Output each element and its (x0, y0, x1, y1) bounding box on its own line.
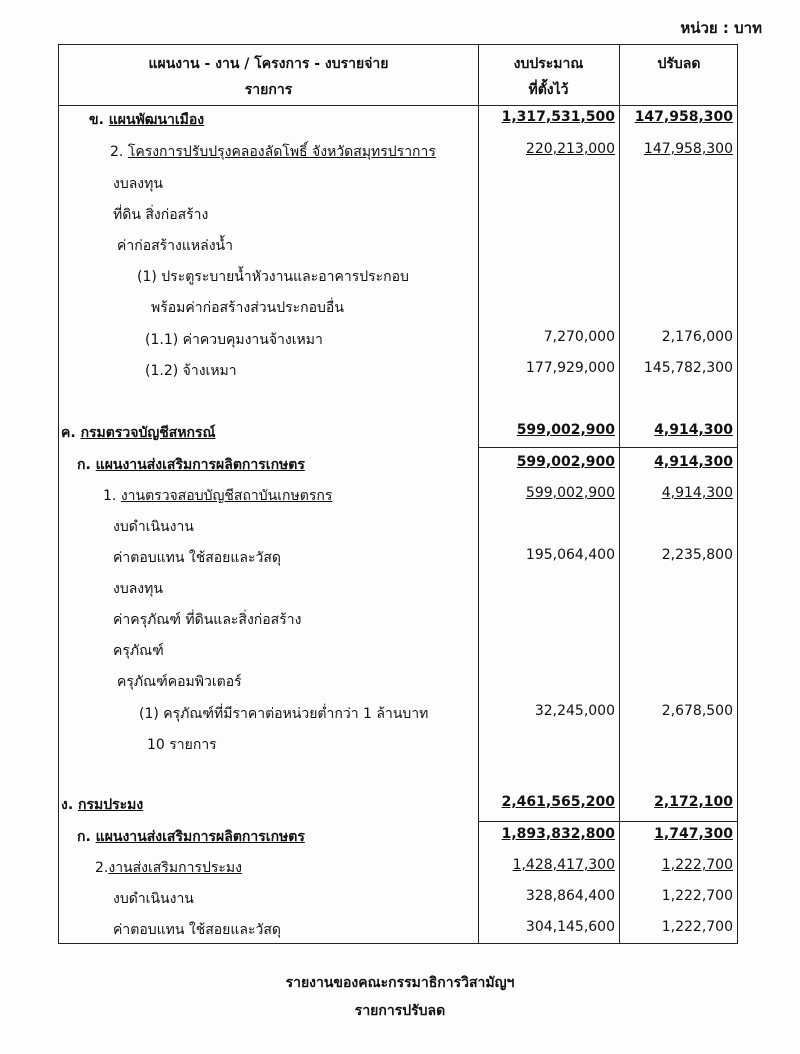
header-col2-line2: ที่ตั้งไว้ (528, 82, 569, 98)
table-row (59, 855, 737, 881)
table-row (59, 420, 737, 446)
budget-value: 599,002,900 (525, 485, 615, 501)
row-label (113, 888, 194, 910)
cut-value: 1,222,700 (661, 919, 733, 935)
header-col3: ปรับลด (657, 56, 701, 72)
cut-value: 147,958,300 (634, 109, 733, 125)
row-label (61, 422, 216, 444)
row-label (145, 329, 323, 351)
table-row (59, 483, 737, 509)
budget-value: 599,002,900 (516, 422, 615, 438)
table-row (59, 171, 737, 197)
table-row (59, 824, 737, 850)
row-label-text: งานส่งเสริมการประมง (108, 860, 242, 876)
budget-value: 177,929,000 (525, 360, 615, 376)
budget-value: 1,428,417,300 (512, 857, 615, 873)
table-row (59, 295, 737, 321)
row-label-text: 10 รายการ (147, 737, 217, 753)
row-label (113, 609, 301, 631)
row-label (117, 671, 242, 693)
budget-value: 304,145,600 (525, 919, 615, 935)
row-label (137, 266, 409, 288)
table-row (59, 638, 737, 664)
row-label-text: ค่าครุภัณฑ์ ที่ดินและสิ่งก่อสร้าง (113, 612, 302, 628)
table-row (59, 886, 737, 912)
header-col1-line2: รายการ (244, 82, 293, 98)
table-row (59, 917, 737, 943)
row-label-text: แผนงานส่งเสริมการผลิตการเกษตร (95, 457, 305, 473)
table-row (59, 358, 737, 384)
row-label (151, 297, 344, 319)
row-label (89, 109, 204, 131)
row-label-text: งบดำเนินงาน (113, 891, 194, 907)
row-label-text: โครงการปรับปรุงคลองลัดโพธิ์ จังหวัดสมุทรปราการ (127, 144, 436, 160)
row-label (95, 857, 242, 879)
budget-value: 220,213,000 (525, 141, 615, 157)
row-label-text: งบดำเนินงาน (113, 519, 194, 535)
table-row (59, 514, 737, 540)
table-row (59, 732, 737, 758)
table-row (59, 107, 737, 133)
row-prefix: ก. (77, 829, 96, 845)
row-label (110, 141, 436, 163)
cut-value: 4,914,300 (661, 485, 733, 501)
row-label-text: ครุภัณฑ์ (113, 643, 164, 659)
row-label (147, 734, 217, 756)
table-row (59, 576, 737, 602)
row-label (113, 173, 163, 195)
row-label (113, 919, 281, 941)
budget-value: 599,002,900 (516, 454, 615, 470)
budget-value: 328,864,400 (525, 888, 615, 904)
table-row (59, 327, 737, 353)
row-label-text: (1.1) ค่าควบคุมงานจ้างเหมา (145, 332, 323, 348)
table-row (59, 607, 737, 633)
header-budget-column (478, 51, 619, 103)
row-label (113, 578, 163, 600)
cut-value: 2,678,500 (661, 703, 733, 719)
table-row (59, 669, 737, 695)
row-label-text: (1) ประตูระบายน้ำหัวงานและอาคารประกอบ (137, 269, 409, 285)
budget-value: 2,461,565,200 (501, 794, 615, 810)
cut-value: 1,222,700 (661, 857, 733, 873)
row-label (145, 360, 237, 382)
row-label-text: พร้อมค่าก่อสร้างส่วนประกอบอื่น (151, 300, 344, 316)
table-row (59, 792, 737, 818)
budget-table (58, 44, 738, 944)
row-label-text: ครุภัณฑ์คอมพิวเตอร์ (117, 674, 242, 690)
row-label-text: แผนพัฒนาเมือง (108, 112, 205, 128)
budget-value: 1,317,531,500 (501, 109, 615, 125)
row-label-text: แผนงานส่งเสริมการผลิตการเกษตร (95, 829, 305, 845)
row-label (103, 485, 332, 507)
row-label-text: งบลงทุน (113, 176, 163, 192)
cut-value: 1,222,700 (661, 888, 733, 904)
row-divider (478, 447, 737, 448)
row-prefix: ก. (77, 457, 96, 473)
budget-value: 32,245,000 (534, 703, 615, 719)
row-prefix: ง. (61, 797, 79, 813)
row-prefix: 1. (103, 488, 121, 504)
row-label (77, 826, 305, 848)
row-label-text: ที่ดิน สิ่งก่อสร้าง (113, 207, 209, 223)
row-prefix: ข. (89, 112, 109, 128)
header-col1-line1: แผนงาน - งาน / โครงการ - งบรายจ่าย (148, 56, 389, 72)
table-row (59, 139, 737, 165)
cut-value: 4,914,300 (654, 454, 733, 470)
header-cut-column (619, 51, 739, 77)
row-label-text: กรมประมง (78, 797, 144, 813)
header-item-column (59, 51, 478, 103)
table-row (59, 233, 737, 259)
unit-label: หน่วย : บาท (680, 19, 762, 37)
cut-value: 4,914,300 (654, 422, 733, 438)
row-label (113, 640, 164, 662)
cut-value: 2,172,100 (654, 794, 733, 810)
row-label (113, 204, 208, 226)
row-prefix: 2. (110, 144, 128, 160)
table-row (59, 545, 737, 571)
footer-title: รายงานของคณะกรรมาธิการวิสามัญฯ (285, 975, 515, 991)
row-prefix: 2. (95, 860, 109, 876)
budget-value: 195,064,400 (525, 547, 615, 563)
row-label-text: กรมตรวจบัญชีสหกรณ์ (80, 425, 216, 441)
table-row (59, 264, 737, 290)
row-label (113, 547, 281, 569)
cut-value: 145,782,300 (643, 360, 733, 376)
row-label-text: (1.2) จ้างเหมา (145, 363, 237, 379)
table-row (59, 202, 737, 228)
header-col2-line1: งบประมาณ (513, 56, 584, 72)
row-divider (478, 821, 737, 822)
table-row (59, 701, 737, 727)
row-label (77, 454, 305, 476)
cut-value: 1,747,300 (654, 826, 733, 842)
row-label-text: งบลงทุน (113, 581, 163, 597)
row-label (117, 235, 233, 257)
row-label (61, 794, 143, 816)
cut-value: 2,176,000 (661, 329, 733, 345)
row-label-text: งานตรวจสอบบัญชีสถาบันเกษตรกร (120, 488, 333, 504)
footer-subtitle: รายการปรับลด (354, 1003, 446, 1019)
budget-value: 7,270,000 (543, 329, 615, 345)
row-prefix: ค. (61, 425, 81, 441)
row-label-text: ค่าตอบแทน ใช้สอยและวัสดุ (113, 922, 281, 938)
table-row (59, 452, 737, 478)
row-label (139, 703, 428, 725)
cut-value: 2,235,800 (661, 547, 733, 563)
header-divider (59, 105, 737, 106)
budget-value: 1,893,832,800 (501, 826, 615, 842)
row-label-text: ค่าตอบแทน ใช้สอยและวัสดุ (113, 550, 281, 566)
row-label-text: ค่าก่อสร้างแหล่งน้ำ (117, 238, 233, 254)
cut-value: 147,958,300 (643, 141, 733, 157)
row-label-text: (1) ครุภัณฑ์ที่มีราคาต่อหน่วยต่ำกว่า 1 ล้านบาท (139, 706, 429, 722)
row-label (113, 516, 194, 538)
